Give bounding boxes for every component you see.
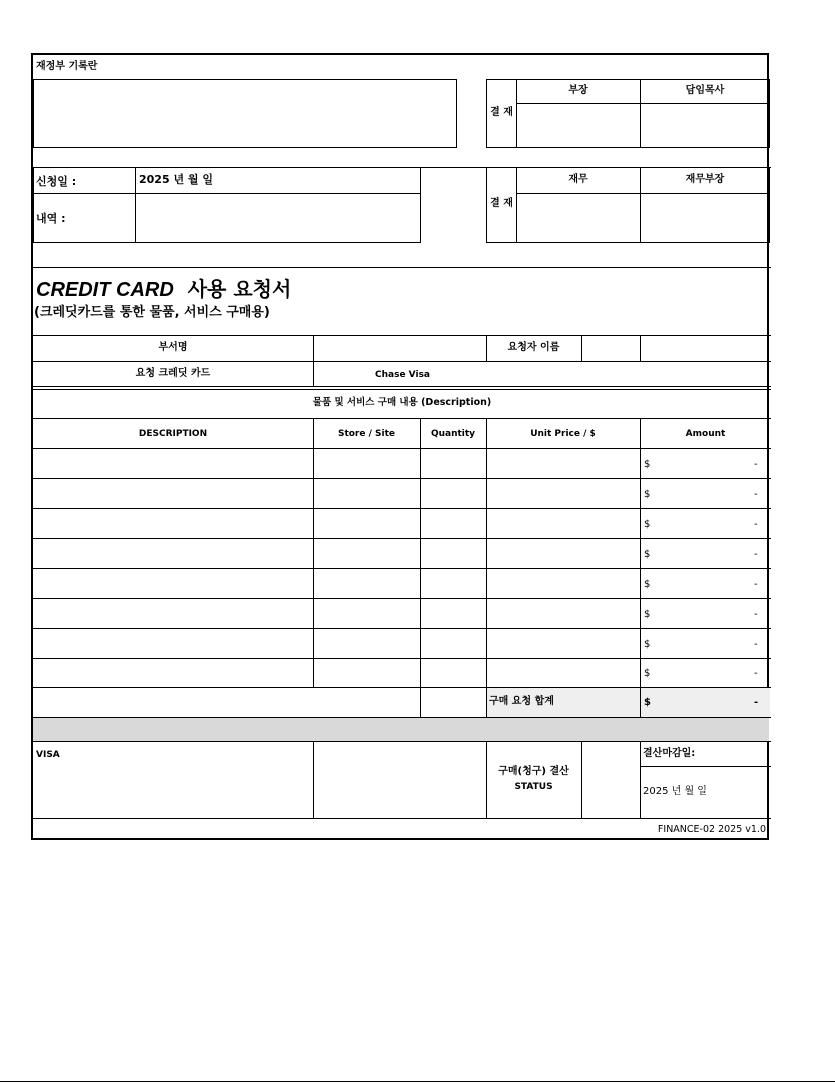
visa-notes-field[interactable] [314, 742, 485, 817]
row-currency: $ [644, 668, 651, 679]
form-title [36, 276, 291, 303]
row-amount[interactable]: - [754, 668, 758, 679]
record-field[interactable] [33, 79, 457, 148]
approver-finance: 재무 [568, 174, 588, 185]
row-amount[interactable]: - [754, 459, 758, 470]
row-amount[interactable]: - [754, 519, 758, 530]
column-unit-price: Unit Price / $ [530, 429, 596, 439]
deadline-value[interactable]: 2025 년 월 일 [643, 786, 707, 797]
approver-senior-pastor: 담임목사 [685, 85, 725, 96]
row-currency: $ [644, 549, 651, 560]
form-title-korean: 사용 요청서 [187, 277, 292, 301]
record-label: 재정부 기록란 [36, 61, 98, 72]
status-field[interactable] [582, 742, 639, 817]
row-amount[interactable]: - [754, 549, 758, 560]
row-currency: $ [644, 459, 651, 470]
signature-finance-head[interactable] [641, 194, 769, 242]
row-amount[interactable]: - [754, 579, 758, 590]
column-description: DESCRIPTION [138, 429, 208, 439]
form-code: FINANCE-02 2025 v1.0 [657, 824, 766, 835]
row-currency: $ [644, 639, 651, 650]
signature-senior-pastor[interactable] [641, 104, 769, 147]
column-store: Store / Site [337, 429, 396, 439]
purchase-section-label: 물품 및 서비스 구매 내용 (Description) [312, 397, 492, 408]
date-value[interactable]: 2025 년 월 일 [139, 173, 213, 186]
approval-label-1: 결 재 [490, 107, 513, 118]
credit-card-request-form [31, 53, 769, 840]
department-label: 부서명 [158, 342, 188, 353]
visa-label: VISA [36, 750, 60, 760]
row-amount[interactable]: - [754, 609, 758, 620]
row-currency: $ [644, 609, 651, 620]
department-field[interactable] [314, 336, 485, 360]
requester-label: 요청자 이름 [507, 342, 560, 353]
form-title-english: CREDIT CARD [36, 279, 174, 301]
approver-finance-head: 재무부장 [685, 174, 725, 185]
signature-department-head[interactable] [517, 104, 639, 147]
approval-label-2: 결 재 [490, 198, 513, 209]
details-field[interactable] [136, 194, 420, 242]
card-value[interactable]: Chase Visa [375, 370, 431, 380]
row-currency: $ [644, 519, 651, 530]
row-currency: $ [644, 579, 651, 590]
details-label: 내역 : [36, 212, 66, 225]
date-label: 신청일 : [36, 175, 77, 188]
requester-field[interactable] [641, 336, 769, 360]
approver-department-head: 부장 [568, 85, 588, 96]
total-label: 구매 요청 합계 [489, 696, 554, 707]
row-amount[interactable]: - [754, 639, 758, 650]
row-currency: $ [644, 489, 651, 500]
signature-finance[interactable] [517, 194, 639, 242]
status-label: 구매(청구) 결산 [498, 766, 569, 777]
deadline-label: 결산마감일: [643, 748, 696, 759]
status-label-english: STATUS [514, 782, 553, 792]
total-amount: - [754, 697, 759, 708]
form-subtitle: (크레딧카드를 통한 물품, 서비스 구매용) [34, 305, 270, 320]
section-divider [33, 718, 769, 741]
row-amount[interactable]: - [754, 489, 758, 500]
column-quantity: Quantity [430, 429, 476, 439]
page-edge-line [0, 1081, 835, 1082]
card-label: 요청 크레딧 카드 [135, 368, 211, 379]
total-currency: $ [644, 697, 651, 708]
column-amount: Amount [685, 429, 726, 439]
